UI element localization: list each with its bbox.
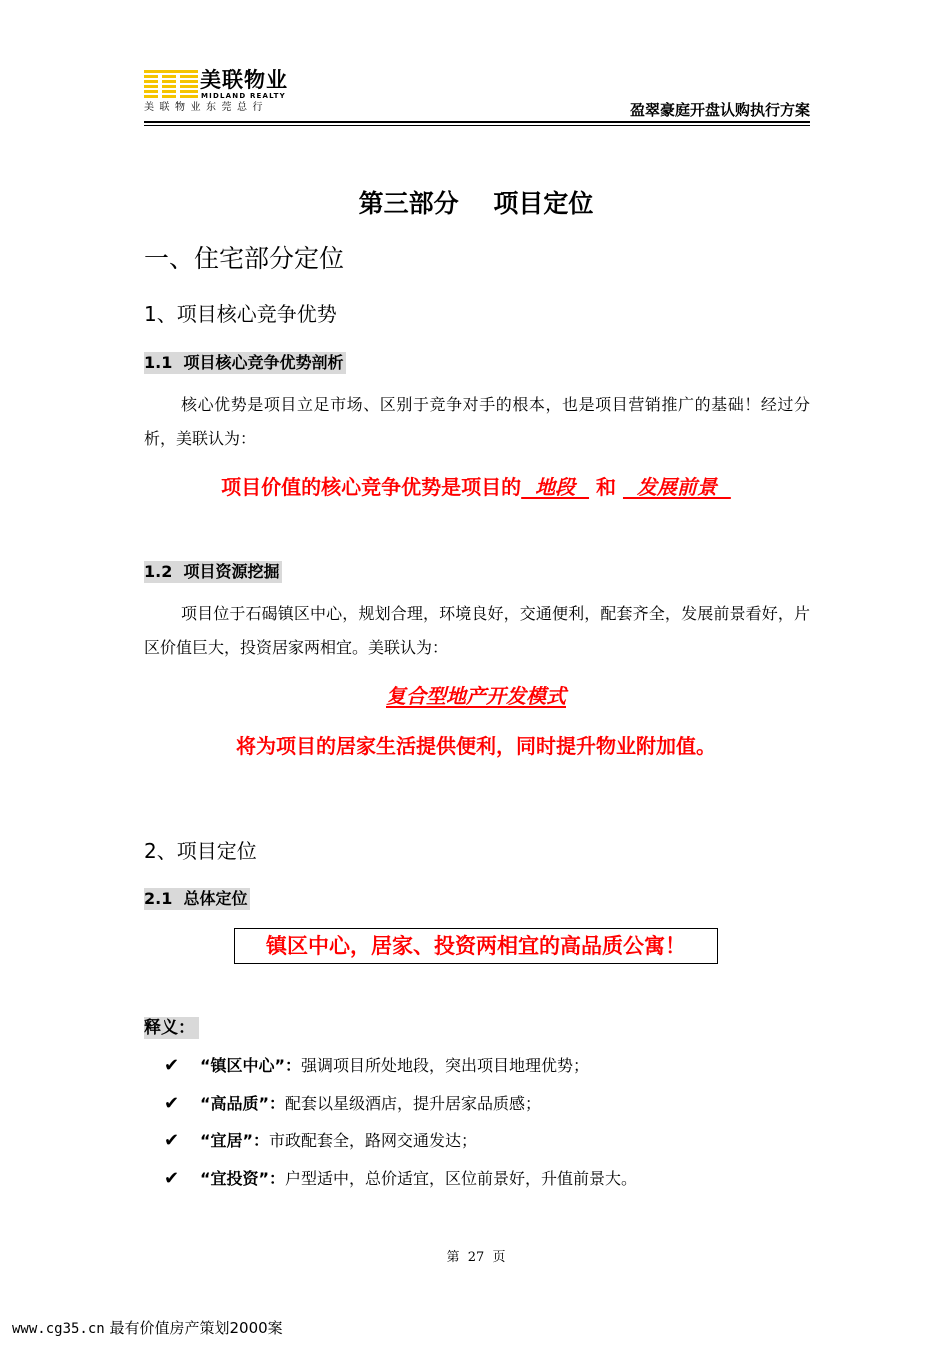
document-title: 盈翠豪庭开盘认购执行方案 [629, 101, 810, 119]
paragraph-core-advantage: 核心优势是项目立足市场、区别于竞争对手的根本，也是项目营销推广的基础！经过分析，美联认为： [144, 395, 810, 448]
overall-positioning-box: 镇区中心，居家、投资两相宜的高品质公寓！ [234, 928, 718, 964]
logo-chinese-name: 美联物业 [200, 68, 288, 92]
footer-slogan: 最有价值房产策划2000案 [104, 1319, 283, 1337]
definition-term: “宜投资”： [200, 1169, 286, 1188]
highlight-prefix: 项目价值的核心竞争优势是项目的 [221, 475, 522, 499]
page-number: 第 27 页 [446, 1250, 506, 1265]
check-icon: ✔ [164, 1093, 180, 1114]
subsection-2-1-heading: 2.1 总体定位 [144, 889, 248, 908]
definition-desc: 配套以星级酒店，提升居家品质感； [285, 1094, 542, 1113]
definition-item [164, 1053, 589, 1079]
midland-logo-icon [144, 70, 198, 100]
core-advantage-highlight [0, 474, 952, 500]
value-added-highlight: 将为项目的居家生活提供便利，同时提升物业附加值。 [236, 734, 716, 758]
section-heading: 一、住宅部分定位 [144, 244, 345, 273]
definition-term: “镇区中心”： [200, 1056, 302, 1075]
logo-english-name: MIDLAND REALTY [201, 92, 286, 100]
logo-subtitle: 美联物业东莞总行 [144, 102, 268, 113]
check-icon: ✔ [164, 1168, 180, 1189]
part-title: 第三部分 项目定位 [358, 189, 594, 218]
subsection-heading: 1、项目核心竞争优势 [144, 302, 337, 326]
definition-desc: 强调项目所处地段，突出项目地理优势； [301, 1056, 590, 1075]
highlight-location: 地段 [521, 475, 590, 499]
check-icon: ✔ [164, 1055, 180, 1076]
header-divider-thin [144, 125, 810, 126]
definitions-label: 释义： [144, 1017, 199, 1039]
highlight-and: 和 [589, 475, 623, 499]
development-mode-highlight [0, 683, 952, 709]
footer-site-link[interactable]: www.cg35.cn [12, 1321, 105, 1337]
definition-desc: 户型适中，总价适宜，区位前景好，升值前景大。 [285, 1169, 638, 1188]
development-mode-text: 复合型地产开发模式 [386, 684, 566, 708]
definition-desc: 市政配套全，路网交通发达； [269, 1131, 478, 1150]
definition-term: “高品质”： [200, 1094, 286, 1113]
paragraph-resources: 项目位于石碣镇区中心，规划合理，环境良好，交通便利，配套齐全，发展前景看好，片区价值巨大，投资居家两相宜。美联认为： [144, 604, 810, 657]
definition-item [164, 1166, 637, 1192]
definition-term: “宜居”： [200, 1131, 270, 1150]
subsection-1-1-heading: 1.1 项目核心竞争优势剖析 [144, 353, 344, 372]
header-divider [144, 121, 810, 123]
definition-item [164, 1091, 541, 1117]
highlight-prospects: 发展前景 [622, 475, 731, 499]
positioning-heading: 2、项目定位 [144, 839, 257, 863]
subsection-1-2-heading: 1.2 项目资源挖掘 [144, 562, 280, 581]
definition-item [164, 1128, 477, 1154]
footer [12, 1318, 283, 1339]
check-icon: ✔ [164, 1130, 180, 1151]
